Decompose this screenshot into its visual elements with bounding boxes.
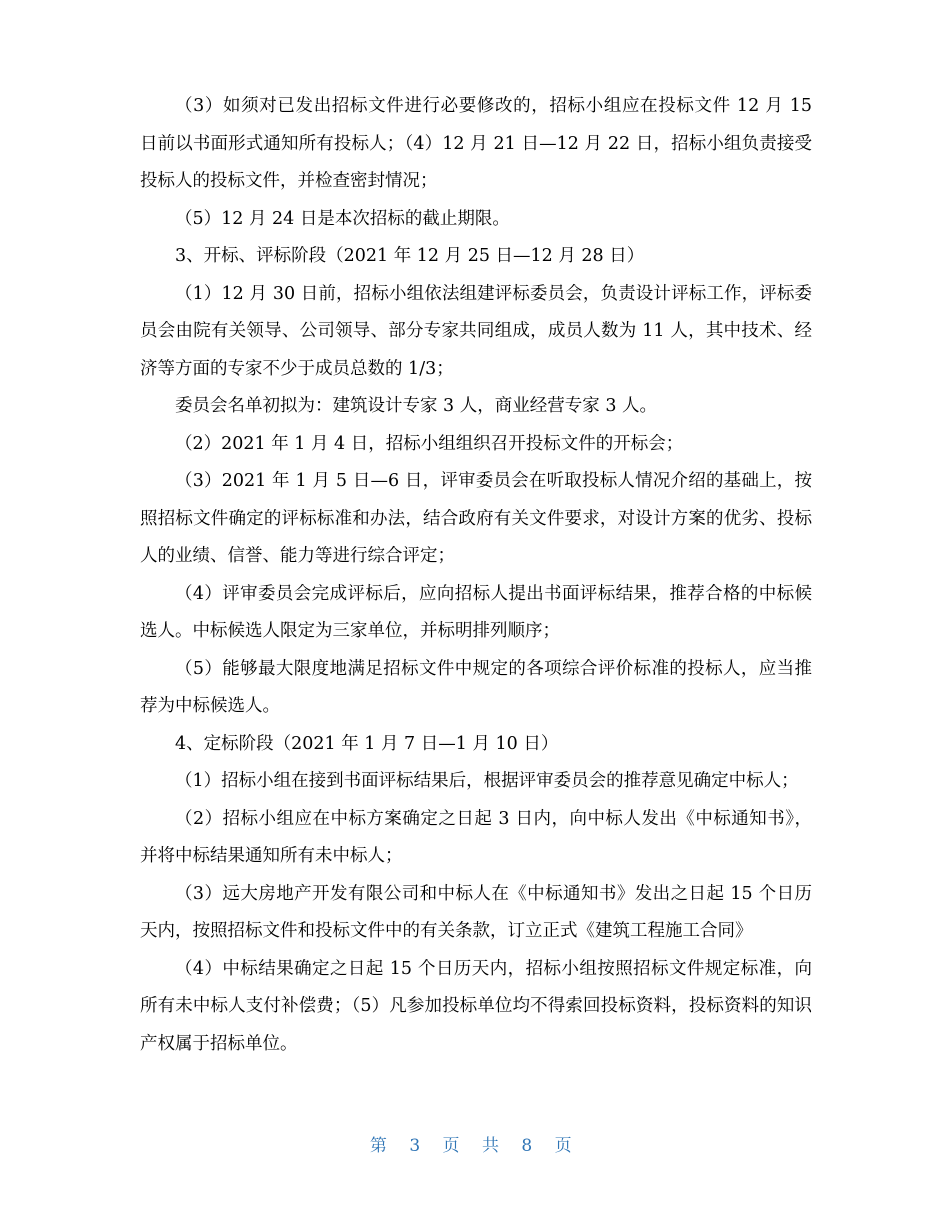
- paragraph-committee-formation: （1）12 月 30 日前，招标小组依法组建评标委员会，负责设计评标工作，评标委员会由院有关领导、公司领导、部分专家共同组成，成员人数为 11 人，其中技术、经济等方面的专家不少于成员总数的 1/3；: [140, 283, 812, 379]
- paragraph-recommendation: （5）能够最大限度地满足招标文件中规定的各项综合评价标准的投标人，应当推荐为中标候选人。: [140, 658, 812, 716]
- document-body: [140, 88, 812, 1063]
- page-number-footer: 第 3 页 共 8 页: [369, 1136, 581, 1156]
- paragraph-revision-notice: （3）如须对已发出招标文件进行必要修改的，招标小组应在投标文件 12 月 15 日前以书面形式通知所有投标人；（4）12 月 21 日—12 月 22 日，招标小组负责接受投标人的投标文件，并检查密封情况；: [140, 96, 812, 191]
- paragraph-contract: （3）远大房地产开发有限公司和中标人在《中标通知书》发出之日起 15 个日历天内，按照招标文件和投标文件中的有关条款，订立正式《建筑工程施工合同》: [140, 883, 812, 941]
- paragraph-candidates: （4）评审委员会完成评标后，应向招标人提出书面评标结果，推荐合格的中标候选人。中标候选人限定为三家单位，并标明排列顺序；: [140, 583, 812, 641]
- paragraph-committee-list: 委员会名单初拟为：建筑设计专家 3 人，商业经营专家 3 人。: [175, 396, 658, 416]
- paragraph-determine-winner: （1）招标小组在接到书面评标结果后，根据评审委员会的推荐意见确定中标人；: [175, 771, 799, 791]
- paragraph-opening-meeting: （2）2021 年 1 月 4 日，招标小组组织召开投标文件的开标会；: [175, 433, 684, 454]
- section-heading-opening-evaluation: 3、开标、评标阶段（2021 年 12 月 25 日—12 月 28 日）: [175, 246, 645, 266]
- paragraph-evaluation: （3）2021 年 1 月 5 日—6 日，评审委员会在听取投标人情况介绍的基础上，按照招标文件确定的评标标准和办法，结合政府有关文件要求，对设计方案的优劣、投标人的业绩、信誉、能力等进行综合评定；: [140, 471, 812, 566]
- section-heading-award: 4、定标阶段（2021 年 1 月 7 日—1 月 10 日）: [175, 733, 559, 754]
- paragraph-award-notice: （2）招标小组应在中标方案确定之日起 3 日内，向中标人发出《中标通知书》，并将中标结果通知所有未中标人；: [140, 808, 812, 866]
- paragraph-deadline: （5）12 月 24 日是本次招标的截止期限。: [175, 208, 510, 229]
- paragraph-compensation: （4）中标结果确定之日起 15 个日历天内，招标小组按照招标文件规定标准，向所有未中标人支付补偿费；（5）凡参加投标单位均不得索回投标资料，投标资料的知识产权属于招标单位。: [140, 958, 812, 1054]
